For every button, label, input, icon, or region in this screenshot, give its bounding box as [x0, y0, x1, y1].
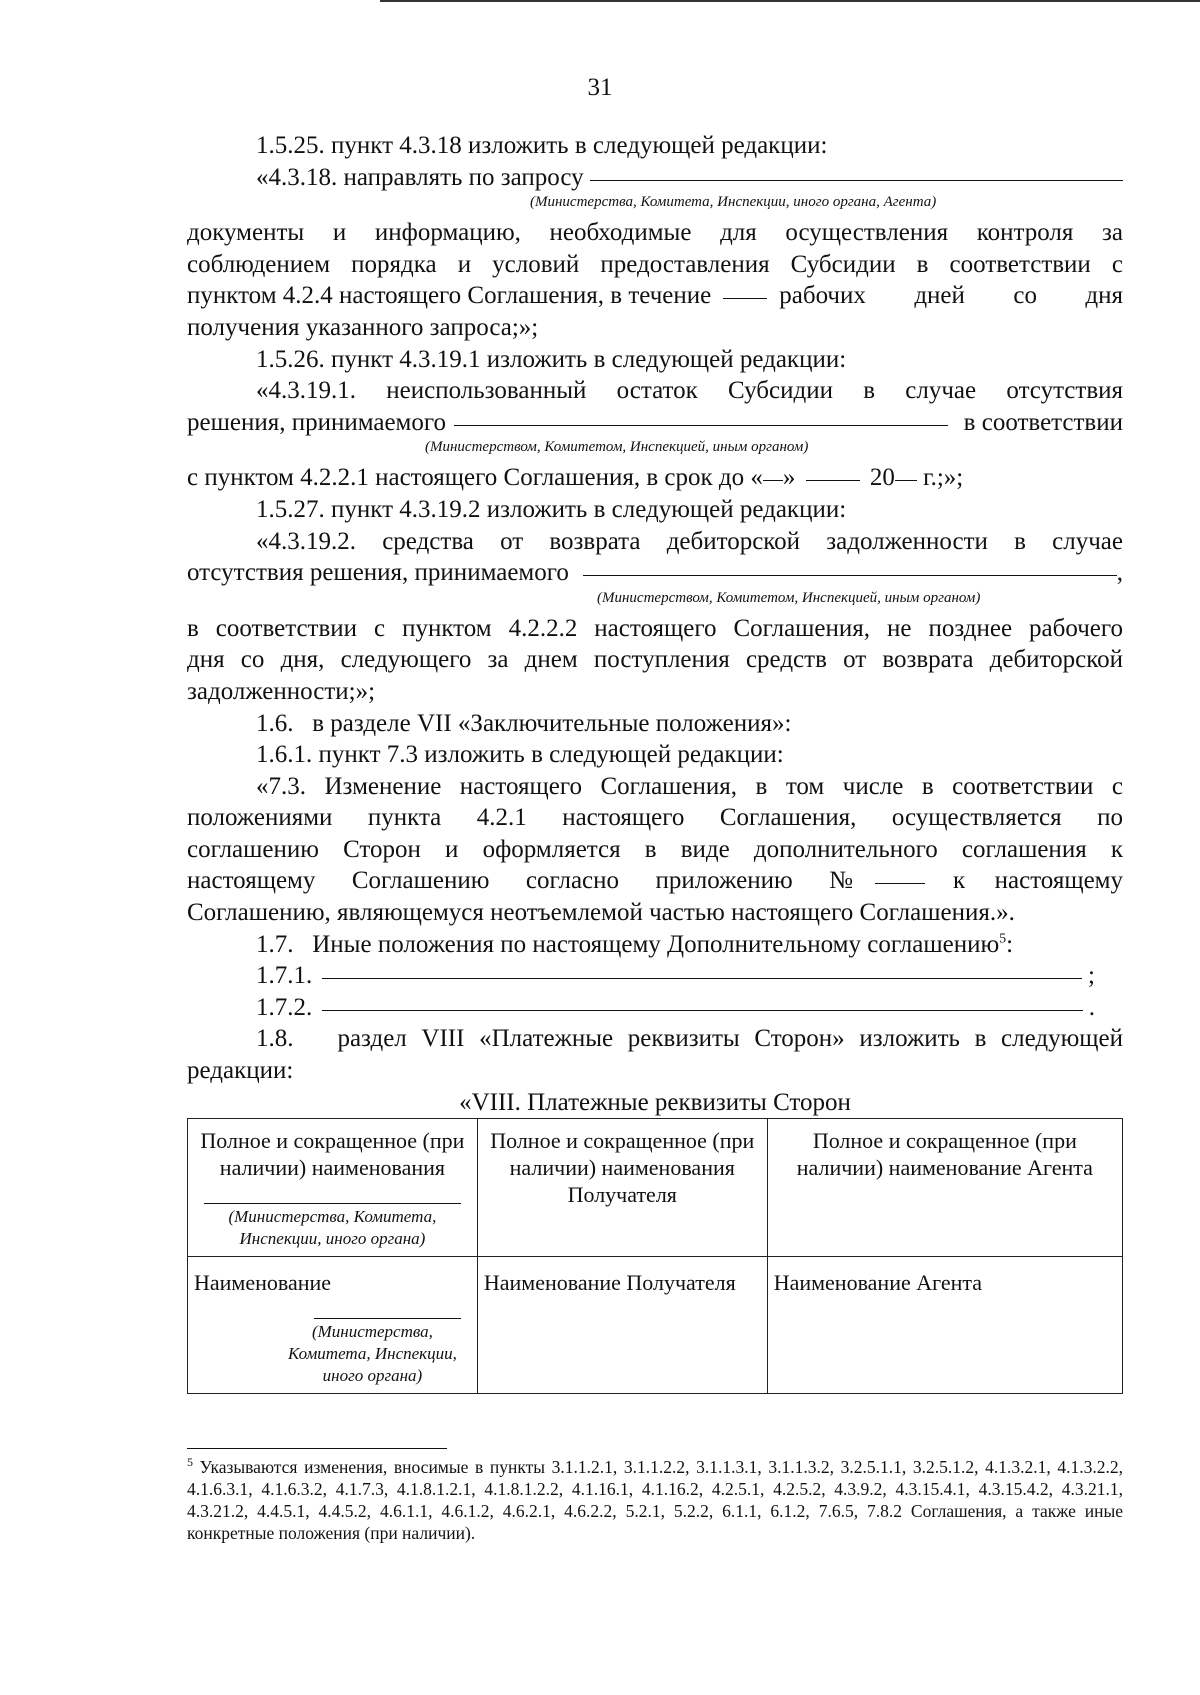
- blank-line: [314, 1308, 461, 1319]
- blank-line: [322, 1010, 1083, 1011]
- clause-4-3-18-start: [187, 162, 1123, 194]
- clause-1-6-1: 1.6.1. пункт 7.3 изложить в следующей редакции:: [256, 741, 784, 769]
- text-fragment: :: [1006, 930, 1014, 958]
- blank-line: [590, 180, 1123, 181]
- clause-4-3-19-2: «4.3.19.2. средства от возврата дебиторской задолженности в случае: [256, 527, 1123, 555]
- text-fragment: 1.7. Иные положения по настоящему Дополнительному соглашению: [256, 930, 1000, 958]
- blank-line: [322, 978, 1082, 979]
- header-text: Полное и сокращенное (при наличии) наименование Агента: [796, 1127, 1093, 1180]
- payment-details-table: [187, 1118, 1123, 1394]
- text-line: в соответствии с пунктом 4.2.2.2 настоящего Соглашения, не позднее рабочего: [187, 614, 1123, 642]
- table-cell: [477, 1256, 767, 1393]
- table-header-cell: [767, 1118, 1122, 1256]
- cell-text: Наименование: [194, 1269, 332, 1295]
- text-fragment: пунктом 4.2.4 настоящего Соглашения, в течение: [187, 282, 712, 310]
- text-line: редакции:: [187, 1057, 294, 1085]
- page-number: 31: [587, 74, 613, 101]
- blank-day: [763, 480, 783, 481]
- table-header-cell: [188, 1118, 478, 1256]
- table-title: «VIII. Платежные реквизиты Сторон: [459, 1088, 851, 1116]
- text-line: документы и информацию, необходимые для осуществления контроля за: [187, 219, 1123, 247]
- text-fragment: настоящему Соглашению согласно приложению №: [187, 867, 853, 895]
- caption-ministry-agent: (Министерства, Комитета, Инспекции, иного органа, Агента): [530, 194, 937, 211]
- text-fragment: 1.7.1.: [256, 962, 313, 990]
- clause-7-3: «7.3. Изменение настоящего Соглашения, в том числе в соответствии с: [256, 772, 1123, 800]
- blank-line: [204, 1193, 461, 1204]
- table-row: [188, 1118, 1123, 1256]
- clause-1-8: 1.8. раздел VIII «Платежные реквизиты Сторон» изложить в следующей: [256, 1025, 1123, 1053]
- footnote: [187, 1456, 1123, 1544]
- caption-ministry: (Министерством, Комитетом, Инспекцией, иным органом): [597, 589, 981, 606]
- text-fragment: к настоящему: [953, 867, 1123, 895]
- text-line: соглашению Сторон и оформляется в виде дополнительного соглашения к: [187, 835, 1123, 863]
- text-line: [187, 407, 1123, 439]
- text-line: Соглашению, являющемуся неотъемлемой частью настоящего Соглашения.».: [187, 899, 1015, 927]
- cell-caption: (Министерства, Комитета, Инспекции, иного органа): [287, 1321, 457, 1385]
- footnote-mark: 5: [187, 1455, 193, 1470]
- text-fragment: решения, принимаемого: [187, 408, 447, 436]
- blank-month: [806, 480, 860, 481]
- caption-ministry: (Министерством, Комитетом, Инспекцией, иным органом): [425, 439, 809, 456]
- text-fragment: ;: [1088, 962, 1095, 990]
- text-fragment: г.;»;: [923, 464, 964, 492]
- text-fragment: рабочих дней со дня: [779, 282, 1123, 310]
- text-line: соблюдением порядка и условий предоставления Субсидии в соответствии с: [187, 250, 1123, 278]
- clause-1-7: [187, 929, 1123, 961]
- text-fragment: отсутствия решения, принимаемого: [187, 559, 569, 587]
- text-fragment: ,: [1116, 559, 1123, 587]
- text-line: получения указанного запроса;»;: [187, 313, 539, 341]
- text-fragment: .: [1088, 993, 1095, 1021]
- text-line: положениями пункта 4.2.1 настоящего Соглашения, осуществляется по: [187, 804, 1123, 832]
- text-line: [187, 865, 1123, 897]
- blank-line: [583, 575, 1117, 576]
- blank-appendix-number: [875, 883, 925, 884]
- cell-caption: (Министерства, Комитета, Инспекции, иного органа): [228, 1206, 437, 1248]
- table-cell: [767, 1256, 1122, 1393]
- document-body: [187, 130, 1123, 1394]
- blank-days: [723, 298, 767, 299]
- clause-1-7-1: [187, 960, 1123, 992]
- text-line: [187, 280, 1123, 312]
- clause-4-3-19-1: «4.3.19.1. неиспользованный остаток Субсидии в случае отсутствия: [256, 377, 1123, 405]
- header-text: Полное и сокращенное (при наличии) наименования: [200, 1127, 465, 1180]
- clause-4-3-18-text: «4.3.18. направлять по запросу: [256, 163, 584, 191]
- table-cell: [188, 1256, 478, 1393]
- blank-year: [895, 480, 917, 481]
- clause-1-7-2: [187, 992, 1123, 1024]
- text-line: [187, 462, 1123, 494]
- cell-text: Наименование Агента: [773, 1269, 983, 1295]
- footnote-ref: 5: [999, 931, 1007, 947]
- footnote-separator: [187, 1448, 447, 1449]
- text-line: [187, 557, 1123, 589]
- text-fragment: с пунктом 4.2.2.1 настоящего Соглашения, в срок до «: [187, 464, 763, 492]
- header-text: Полное и сокращенное (при наличии) наименования Получателя: [490, 1127, 755, 1207]
- clause-1-5-26: 1.5.26. пункт 4.3.19.1 изложить в следующей редакции:: [256, 345, 847, 373]
- table-row: [188, 1256, 1123, 1393]
- text-line: дня со дня, следующего за днем поступления средств от возврата дебиторской: [187, 646, 1123, 674]
- text-fragment: »: [782, 464, 796, 492]
- text-fragment: 1.7.2.: [256, 993, 313, 1021]
- clause-1-5-25: 1.5.25. пункт 4.3.18 изложить в следующей редакции:: [256, 132, 828, 159]
- text-fragment: в соответствии: [963, 408, 1123, 436]
- text-fragment: 20: [869, 464, 895, 492]
- clause-1-6: 1.6. в разделе VII «Заключительные положения»:: [256, 709, 792, 737]
- cell-text: Наименование Получателя: [483, 1269, 736, 1295]
- footnote-text: Указываются изменения, вносимые в пункты 3.1.1.2.1, 3.1.1.2.2, 3.1.1.3.1, 3.1.1.3.2, 3.2.5.1.1, 3.2.5.1.2, 4.1.3.2.1, 4.1.3.2.2, 4.1.6.3.1, 4.1.6.3.2, 4.1.7.3, 4.1.8.1.2.1, 4.1.8.1.2.2, 4.1.16.1, 4.1.16.2, 4.2.5.1, 4.2.5.2, 4.3.9.2, 4.3.15.4.1, 4.3.15.4.2, 4.3.21.1, 4.3.21.2, 4.4.5.1, 4.4.5.2, 4.6.1.1, 4.6.1.2, 4.6.2.1, 4.6.2.2, 5.2.1, 5.2.2, 6.1.1, 6.1.2, 7.6.5, 7.8.2 Соглашения, а также иные конкретные положения (при наличии).: [187, 1457, 1123, 1543]
- text-line: задолженности;»;: [187, 677, 376, 705]
- blank-line: [454, 425, 948, 426]
- clause-1-5-27: 1.5.27. пункт 4.3.19.2 изложить в следующей редакции:: [256, 495, 847, 523]
- table-header-cell: [477, 1118, 767, 1256]
